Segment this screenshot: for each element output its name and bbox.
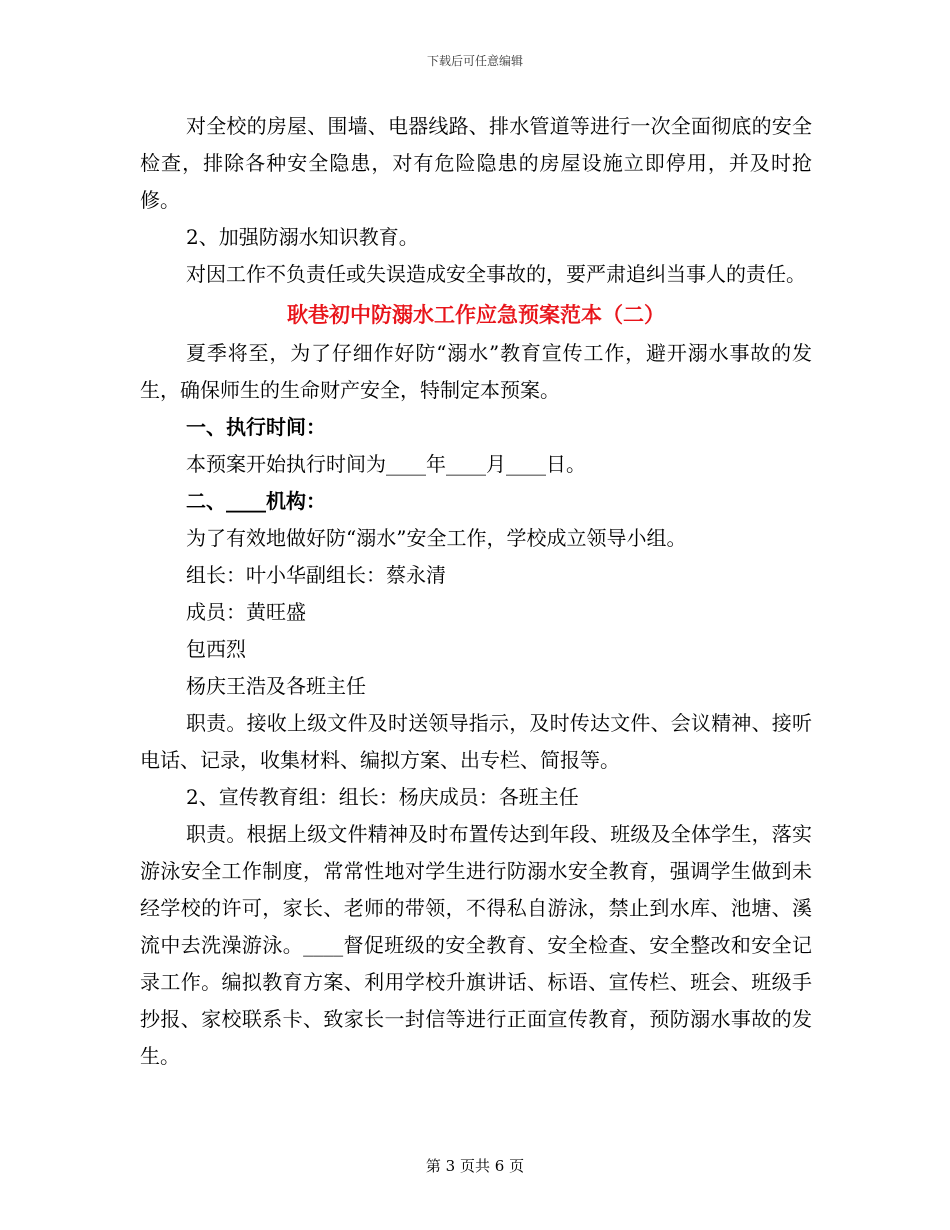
paragraph: 成员：黄旺盛 bbox=[186, 600, 306, 624]
paragraph: 杨庆王浩及各班主任 bbox=[186, 674, 366, 698]
paragraph: 组长：叶小华副组长：蔡永清 bbox=[186, 563, 446, 587]
paragraph: 为了有效地做好防“溺水”安全工作，学校成立领导小组。 bbox=[186, 526, 687, 550]
section-title: 耿巷初中防溺水工作应急预案范本（二） bbox=[287, 302, 665, 327]
document-body bbox=[140, 108, 812, 1075]
paragraph: 包西烈 bbox=[186, 637, 246, 661]
page-footer: 第 3 页共 6 页 bbox=[425, 1157, 525, 1175]
paragraph: 2、加强防溺水知识教育。 bbox=[186, 225, 419, 249]
section-heading: 二、____机构： bbox=[186, 489, 326, 513]
paragraph: 职责。接收上级文件及时送领导指示，及时传达文件、会议精神、接听电话、记录，收集材料、编拟方案、出专栏、简报等。 bbox=[140, 711, 812, 772]
paragraph: 夏季将至，为了仔细作好防“溺水”教育宣传工作，避开溺水事故的发生，确保师生的生命财产安全，特制定本预案。 bbox=[140, 341, 812, 402]
section-heading: 一、执行时间： bbox=[186, 415, 326, 439]
paragraph: 对全校的房屋、围墙、电器线路、排水管道等进行一次全面彻底的安全检查，排除各种安全隐患，对有危险隐患的房屋设施立即停用，并及时抢修。 bbox=[140, 114, 812, 212]
paragraph: 2、宣传教育组：组长：杨庆成员：各班主任 bbox=[186, 785, 579, 809]
paragraph: 职责。根据上级文件精神及时布置传达到年段、班级及全体学生，落实游泳安全工作制度，常常性地对学生进行防溺水安全教育，强调学生做到未经学校的许可，家长、老师的带领，不得私自游泳，禁止到水库、池塘、溪流中去洗澡游泳。____督促班级的安全教育、安全检查、安全整改和安全记录工作。编拟教育方案、利用学校升旗讲话、标语、宣传栏、班会、班级手抄报、家校联系卡、致家长一封信等进行正面宣传教育，预防溺水事故的发生。 bbox=[140, 822, 812, 1068]
page-header: 下载后可任意编辑 bbox=[426, 54, 523, 68]
paragraph: 对因工作不负责任或失误造成安全事故的，要严肃追纠当事人的责任。 bbox=[186, 262, 806, 286]
paragraph: 本预案开始执行时间为____年____月____日。 bbox=[186, 452, 586, 476]
